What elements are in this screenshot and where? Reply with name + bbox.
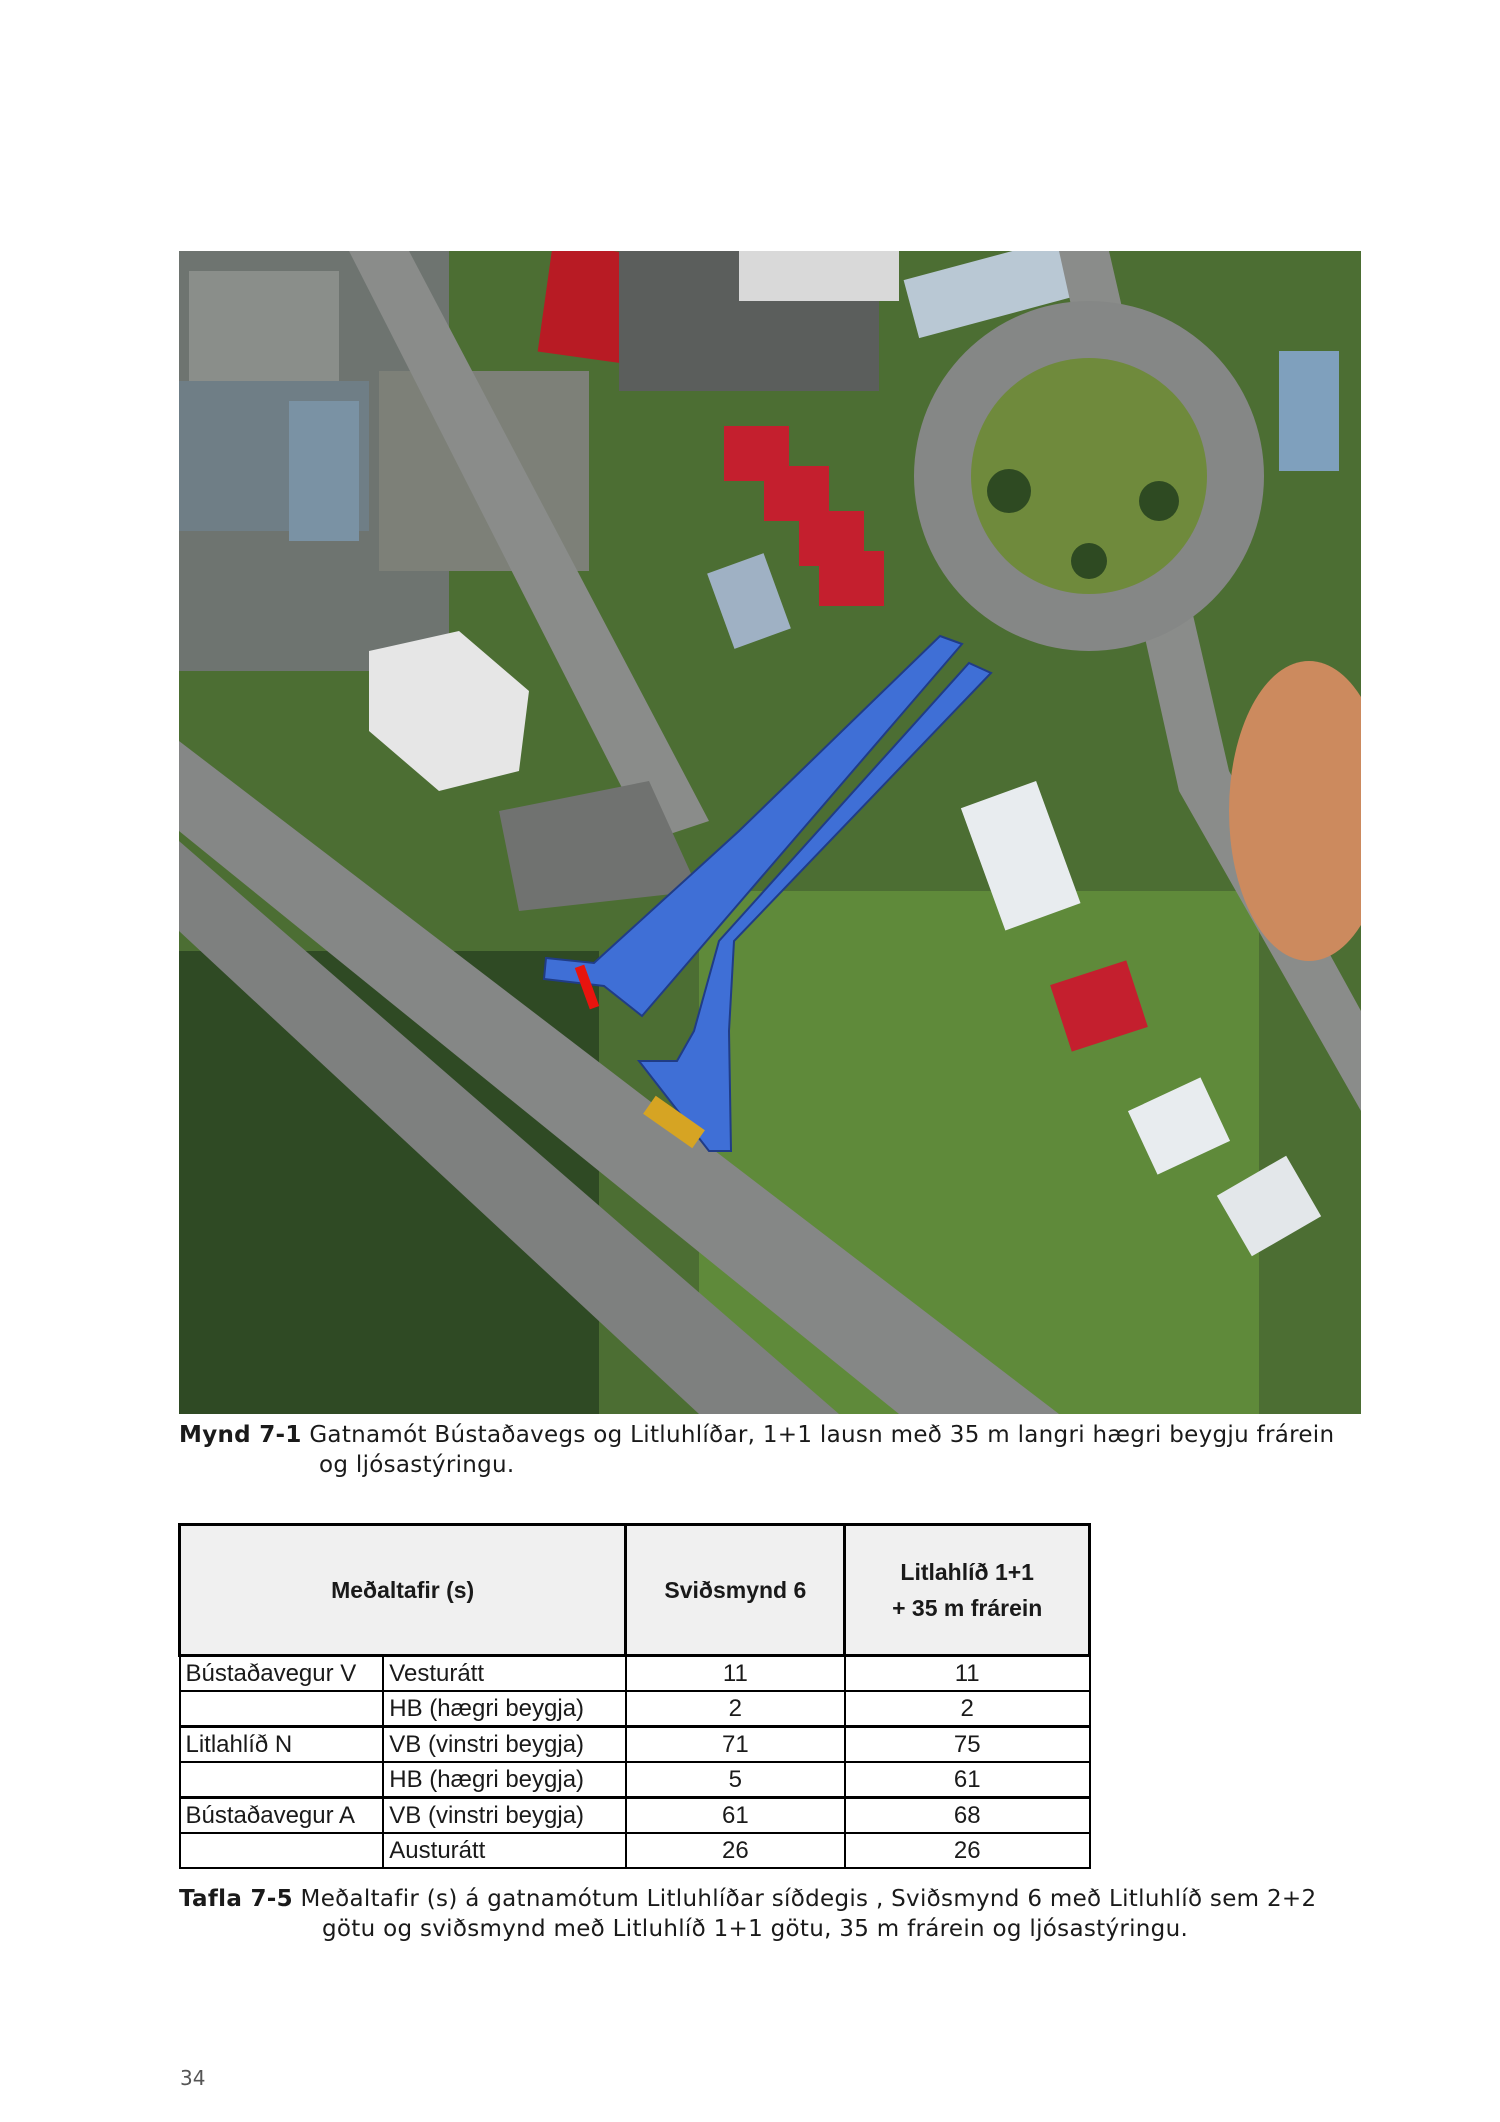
table-row (180, 1656, 1090, 1692)
road-cell (180, 1833, 384, 1868)
aerial-photo (179, 251, 1361, 1414)
table-row (180, 1727, 1090, 1763)
table-row (180, 1833, 1090, 1868)
movement-cell: HB (hægri beygja) (383, 1762, 626, 1798)
figure-label: Mynd 7-1 (179, 1422, 302, 1448)
scenario6-cell: 61 (626, 1798, 845, 1834)
table-row (180, 1798, 1090, 1834)
figure-caption (179, 1420, 1361, 1480)
header-litlahlid-line2: + 35 m frárein (892, 1595, 1043, 1621)
movement-cell: HB (hægri beygja) (383, 1691, 626, 1727)
alt-cell: 68 (845, 1798, 1090, 1834)
scenario6-cell: 26 (626, 1833, 845, 1868)
movement-cell: Vesturátt (383, 1656, 626, 1692)
header-scenario-6: Sviðsmynd 6 (626, 1525, 845, 1656)
alt-cell: 26 (845, 1833, 1090, 1868)
alt-cell: 61 (845, 1762, 1090, 1798)
table-row (180, 1691, 1090, 1727)
alt-cell: 75 (845, 1727, 1090, 1763)
header-litlahlid (845, 1525, 1090, 1656)
delay-table (178, 1523, 1091, 1869)
figure-caption-line1: Gatnamót Bústaðavegs og Litluhlíðar, 1+1 lausn með 35 m langri hægri beygju frárein (309, 1422, 1335, 1448)
table-row (180, 1762, 1090, 1798)
road-cell: Bústaðavegur A (180, 1798, 384, 1834)
movement-cell: VB (vinstri beygja) (383, 1727, 626, 1763)
table-header-row (180, 1525, 1090, 1656)
scenario6-cell: 5 (626, 1762, 845, 1798)
header-litlahlid-line1: Litlahlíð 1+1 (900, 1559, 1034, 1585)
table-caption-line1: Meðaltafir (s) á gatnamótum Litluhlíðar síðdegis , Sviðsmynd 6 með Litluhlíð sem 2+2 (300, 1886, 1317, 1912)
page-number: 34 (180, 2066, 206, 2090)
table-caption (179, 1884, 1361, 1944)
movement-cell: VB (vinstri beygja) (383, 1798, 626, 1834)
scenario6-cell: 11 (626, 1656, 845, 1692)
scenario6-cell: 71 (626, 1727, 845, 1763)
table-caption-line2: götu og sviðsmynd með Litluhlíð 1+1 götu, 35 m frárein og ljósastýringu. (322, 1916, 1189, 1942)
road-cell: Bústaðavegur V (180, 1656, 384, 1692)
figure-caption-line2: og ljósastýringu. (319, 1452, 515, 1478)
alt-cell: 11 (845, 1656, 1090, 1692)
road-cell (180, 1762, 384, 1798)
scenario6-cell: 2 (626, 1691, 845, 1727)
header-avg-delay: Meðaltafir (s) (180, 1525, 626, 1656)
road-cell: Litlahlíð N (180, 1727, 384, 1763)
alt-cell: 2 (845, 1691, 1090, 1727)
road-cell (180, 1691, 384, 1727)
movement-cell: Austurátt (383, 1833, 626, 1868)
table-label: Tafla 7-5 (179, 1886, 293, 1912)
